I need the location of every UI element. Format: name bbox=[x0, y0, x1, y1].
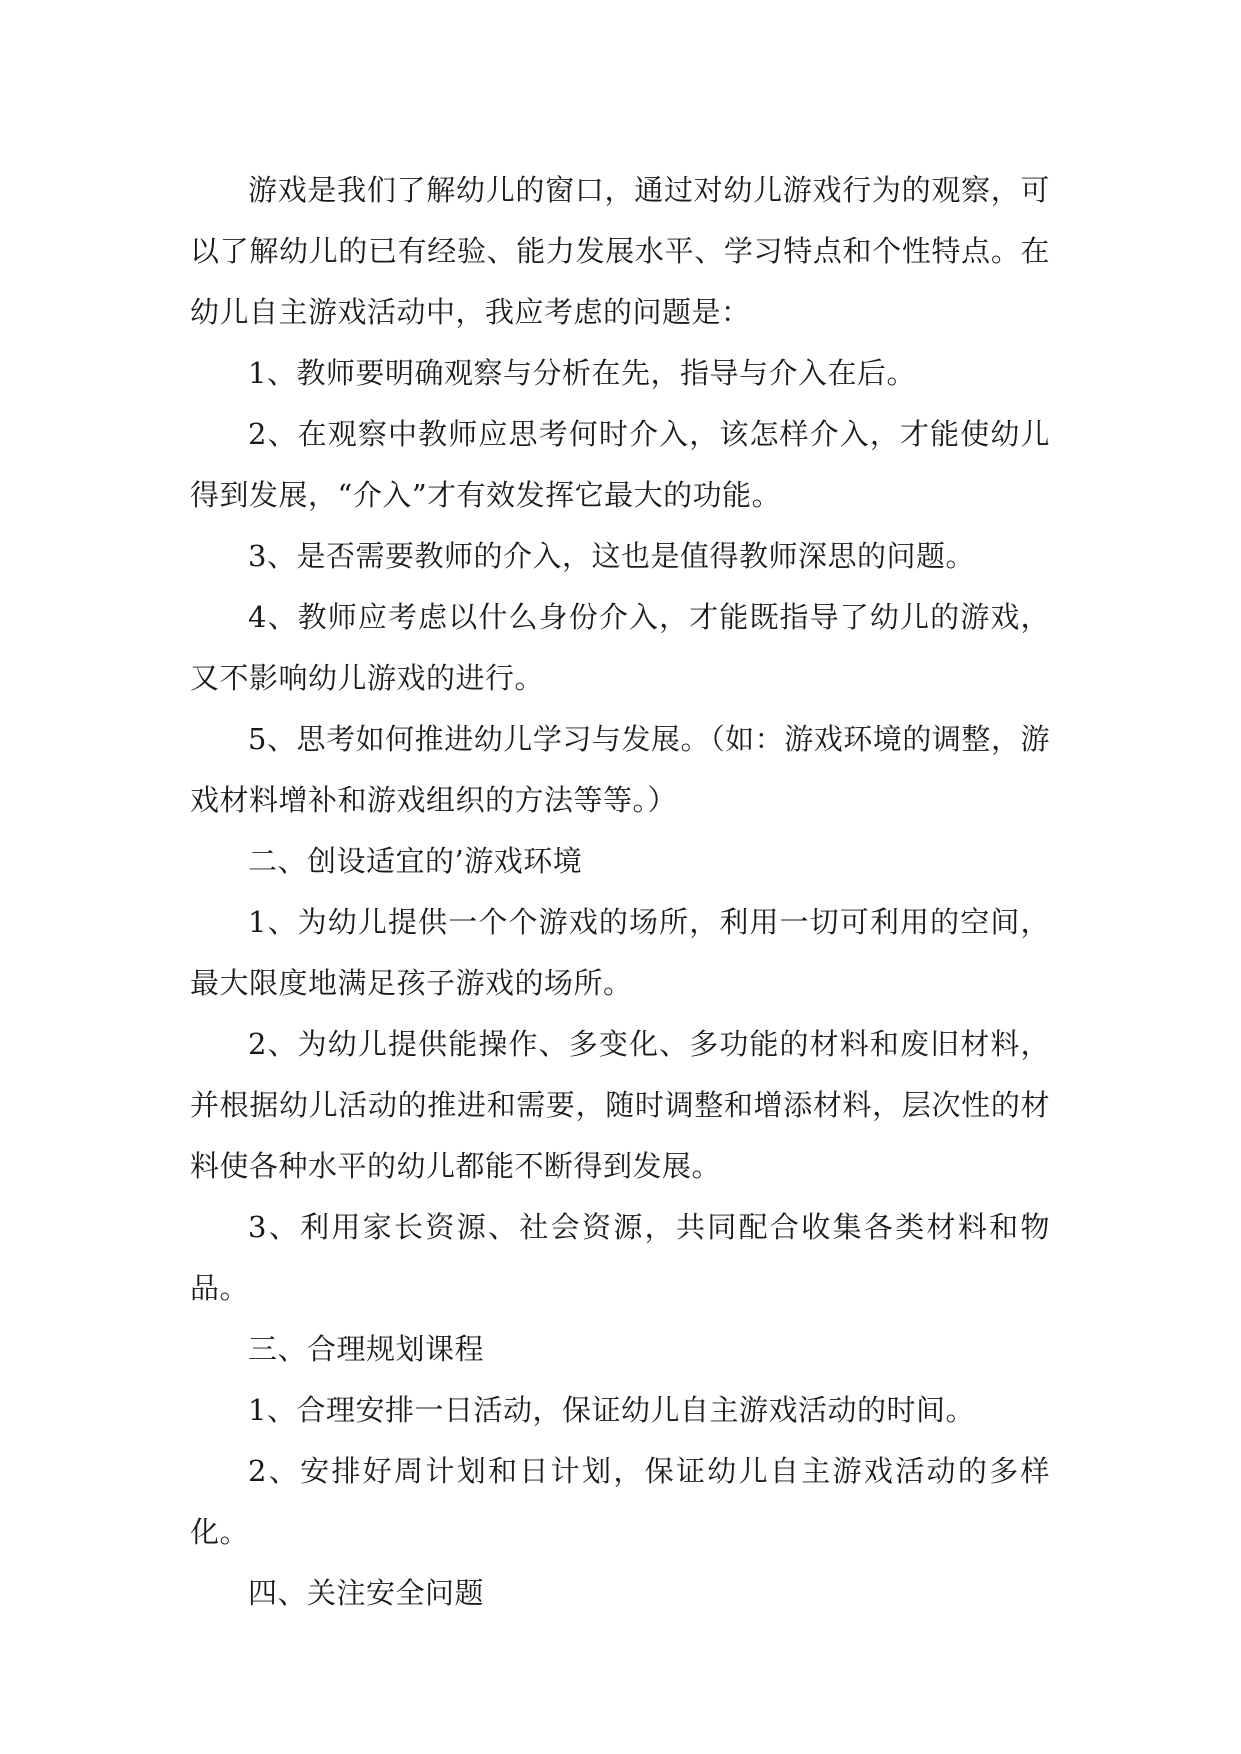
paragraph-curriculum-item-2: 2、安排好周计划和日计划，保证幼儿自主游戏活动的多样化。 bbox=[190, 1454, 1050, 1549]
paragraph-item-1: 1、教师要明确观察与分析在先，指导与介入在后。 bbox=[248, 356, 916, 390]
paragraph-intro: 游戏是我们了解幼儿的窗口，通过对幼儿游戏行为的观察，可以了解幼儿的已有经验、能力发展水平、学习特点和个性特点。在幼儿自主游戏活动中，我应考虑的问题是： bbox=[190, 173, 1050, 329]
paragraph-item-2: 2、在观察中教师应思考何时介入，该怎样介入，才能使幼儿得到发展，“介入”才有效发挥它最大的功能。 bbox=[190, 417, 1050, 512]
paragraph-env-item-2: 2、为幼儿提供能操作、多变化、多功能的材料和废旧材料，并根据幼儿活动的推进和需要，随时调整和增添材料，层次性的材料使各种水平的幼儿都能不断得到发展。 bbox=[190, 1027, 1050, 1183]
paragraph-curriculum-item-1: 1、合理安排一日活动，保证幼儿自主游戏活动的时间。 bbox=[248, 1393, 975, 1427]
section-heading-environment: 二、创设适宜的’游戏环境 bbox=[248, 844, 583, 878]
paragraph-item-4: 4、教师应考虑以什么身份介入，才能既指导了幼儿的游戏，又不影响幼儿游戏的进行。 bbox=[190, 600, 1050, 695]
paragraph-env-item-3: 3、利用家长资源、社会资源，共同配合收集各类材料和物品。 bbox=[190, 1210, 1050, 1305]
paragraph-item-5: 5、思考如何推进幼儿学习与发展。（如：游戏环境的调整，游戏材料增补和游戏组织的方法等等。） bbox=[190, 722, 1050, 817]
section-heading-curriculum: 三、合理规划课程 bbox=[248, 1332, 485, 1366]
paragraph-item-3: 3、是否需要教师的介入，这也是值得教师深思的问题。 bbox=[248, 539, 975, 573]
document-body bbox=[190, 160, 1050, 1624]
paragraph-env-item-1: 1、为幼儿提供一个个游戏的场所，利用一切可利用的空间，最大限度地满足孩子游戏的场所。 bbox=[190, 905, 1050, 1000]
section-heading-safety: 四、关注安全问题 bbox=[248, 1576, 485, 1610]
